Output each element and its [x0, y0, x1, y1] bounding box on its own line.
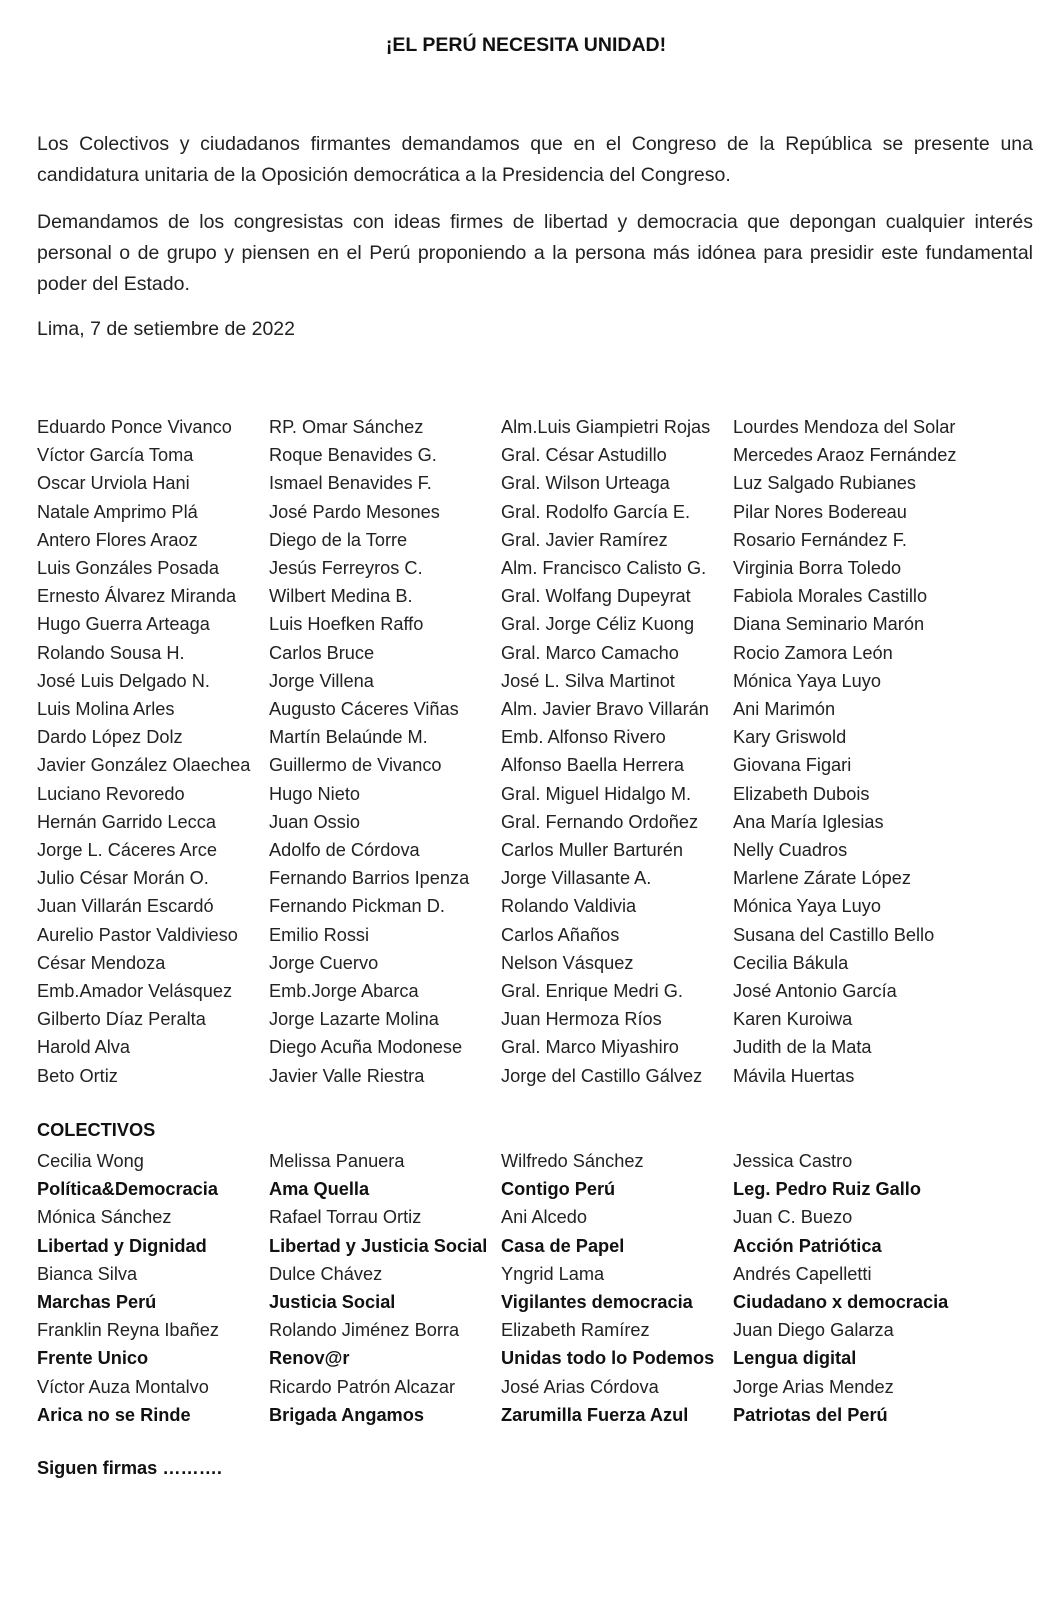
signatories-column-2	[269, 413, 509, 1090]
signatory-name: Diego Acuña Modonese	[269, 1037, 463, 1058]
signatory-name: Juan Ossio	[269, 811, 360, 832]
signatory-name: Alm. Javier Bravo Villarán	[501, 699, 709, 720]
colectivo-group-name: Renov@r	[269, 1348, 350, 1369]
signatories-column-3	[501, 413, 741, 1090]
colectivo-group-name: Libertad y Justicia Social	[269, 1235, 488, 1256]
signatory-name: Carlos Añaños	[501, 924, 620, 945]
signatory-name: Gral. Rodolfo García E.	[501, 501, 691, 522]
signatory-name: Aurelio Pastor Valdivieso	[37, 924, 238, 945]
colectivo-member-name: Víctor Auza Montalvo	[37, 1376, 209, 1397]
signatory-name: Elizabeth Dubois	[733, 783, 870, 804]
colectivo-member-name: Dulce Chávez	[269, 1263, 383, 1284]
colectivo-group-name: Unidas todo lo Podemos	[501, 1348, 715, 1369]
colectivos-column-4	[733, 1147, 973, 1429]
colectivos-column-1	[37, 1147, 277, 1429]
colectivo-group-name: Contigo Perú	[501, 1179, 616, 1200]
signatory-name: Judith de la Mata	[733, 1037, 872, 1058]
colectivo-group-name: Marchas Perú	[37, 1292, 157, 1313]
colectivo-group-name: Justicia Social	[269, 1292, 396, 1313]
signatory-name: Víctor García Toma	[37, 445, 194, 466]
signatory-name: Gral. César Astudillo	[501, 445, 667, 466]
colectivo-group-name: Arica no se Rinde	[37, 1404, 191, 1425]
signatory-name: Dardo López Dolz	[37, 727, 183, 748]
signatory-name: Harold Alva	[37, 1037, 131, 1058]
paragraph-request: Demandamos de los congresistas con ideas firmes de libertad y democracia que depongan cualquier interés personal o de grupo y piensen en el Perú proponiendo a la persona más idónea para presidir este fundamental poder del Estado.	[37, 211, 1033, 295]
signatory-name: José L. Silva Martinot	[501, 670, 675, 691]
signatory-name: Rolando Valdivia	[501, 896, 637, 917]
signatory-name: Kary Griswold	[733, 727, 847, 748]
signatory-name: Marlene Zárate López	[733, 868, 911, 889]
colectivo-group-name: Vigilantes democracia	[501, 1292, 693, 1313]
colectivo-member-name: Ricardo Patrón Alcazar	[269, 1376, 456, 1397]
colectivo-member-name: Yngrid Lama	[501, 1263, 605, 1284]
signatory-name: Martín Belaúnde M.	[269, 727, 428, 748]
colectivo-member-name: Franklin Reyna Ibañez	[37, 1320, 219, 1341]
signatory-name: Emb. Alfonso Rivero	[501, 727, 666, 748]
paragraph-demand: Los Colectivos y ciudadanos firmantes demandamos que en el Congreso de la República se presente una candidatura unitaria de la Oposición democrática a la Presidencia del Congreso.	[37, 133, 1033, 186]
signatory-name: Natale Amprimo Plá	[37, 501, 198, 522]
signatory-name: Beto Ortiz	[37, 1065, 118, 1086]
colectivo-group-name: Política&Democracia	[37, 1179, 218, 1200]
colectivo-group-name: Ama Quella	[269, 1179, 370, 1200]
signatory-name: Hugo Nieto	[269, 783, 360, 804]
signatory-name: Jesús Ferreyros C.	[269, 558, 423, 579]
signatory-name: Fernando Pickman D.	[269, 896, 445, 917]
signatory-name: Rosario Fernández F.	[733, 529, 907, 550]
signatory-name: Nelson Vásquez	[501, 952, 634, 973]
signatory-name: Juan Hermoza Ríos	[501, 1009, 662, 1030]
signatory-name: Luis Molina Arles	[37, 699, 175, 720]
signatory-name: Gral. Enrique Medri G.	[501, 981, 683, 1002]
signatory-name: Jorge Villasante A.	[501, 868, 652, 889]
signatory-name: Hugo Guerra Arteaga	[37, 614, 210, 635]
colectivo-group-name: Frente Unico	[37, 1348, 149, 1369]
colectivo-member-name: Mónica Sánchez	[37, 1207, 172, 1228]
colectivo-member-name: Melissa Panuera	[269, 1151, 405, 1171]
signatory-name: Carlos Bruce	[269, 642, 375, 663]
colectivo-group-name: Libertad y Dignidad	[37, 1235, 207, 1256]
signatory-name: José Luis Delgado N.	[37, 670, 210, 691]
colectivo-member-name: Bianca Silva	[37, 1263, 138, 1284]
signatory-name: Rolando Sousa H.	[37, 642, 185, 663]
signatory-name: Wilbert Medina B.	[269, 586, 413, 607]
footer-note: Siguen firmas ……….	[37, 1458, 222, 1478]
signatory-name: Lourdes Mendoza del Solar	[733, 417, 956, 437]
signatory-name: Javier González Olaechea	[37, 755, 251, 776]
signatory-name: Jorge del Castillo Gálvez	[501, 1065, 703, 1086]
signatory-name: Oscar Urviola Hani	[37, 473, 190, 494]
signatory-name: Juan Villarán Escardó	[37, 896, 214, 917]
signatory-name: Karen Kuroiwa	[733, 1009, 853, 1030]
signatory-name: Mónica Yaya Luyo	[733, 670, 881, 691]
signatory-name: Gral. Wolfang Dupeyrat	[501, 586, 691, 607]
colectivo-member-name: Juan C. Buezo	[733, 1207, 853, 1228]
signatory-name: Gral. Marco Camacho	[501, 642, 679, 663]
signatory-name: Fernando Barrios Ipenza	[269, 868, 470, 889]
colectivo-member-name: José Arias Córdova	[501, 1376, 659, 1397]
signatory-name: Gral. Marco Miyashiro	[501, 1037, 679, 1058]
colectivo-member-name: Wilfredo Sánchez	[501, 1151, 644, 1171]
date-line: Lima, 7 de setiembre de 2022	[37, 318, 295, 340]
signatory-name: RP. Omar Sánchez	[269, 417, 424, 437]
signatory-name: Hernán Garrido Lecca	[37, 811, 216, 832]
signatory-name: Nelly Cuadros	[733, 840, 848, 861]
signatory-name: Luis Hoefken Raffo	[269, 614, 424, 635]
signatory-name: Gral. Javier Ramírez	[501, 529, 668, 550]
signatory-name: César Mendoza	[37, 952, 166, 973]
signatory-name: Augusto Cáceres Viñas	[269, 699, 459, 720]
signatory-name: Alm. Francisco Calisto G.	[501, 558, 707, 579]
colectivo-member-name: Juan Diego Galarza	[733, 1320, 894, 1341]
signatory-name: Rocio Zamora León	[733, 642, 893, 663]
signatory-name: Emb.Amador Velásquez	[37, 981, 233, 1002]
signatory-name: Javier Valle Riestra	[269, 1065, 425, 1086]
colectivo-member-name: Elizabeth Ramírez	[501, 1320, 650, 1341]
signatory-name: Gral. Jorge Céliz Kuong	[501, 614, 695, 635]
signatory-name: Mávila Huertas	[733, 1065, 855, 1086]
colectivo-member-name: Ani Alcedo	[501, 1207, 587, 1228]
signatory-name: Diego de la Torre	[269, 529, 408, 550]
signatory-name: Gral. Wilson Urteaga	[501, 473, 670, 494]
signatory-name: Emb.Jorge Abarca	[269, 981, 419, 1002]
colectivo-group-name: Patriotas del Perú	[733, 1404, 888, 1425]
colectivo-member-name: Jessica Castro	[733, 1151, 853, 1171]
signatory-name: Gral. Fernando Ordoñez	[501, 811, 699, 832]
colectivo-group-name: Acción Patriótica	[733, 1235, 882, 1256]
colectivo-member-name: Rafael Torrau Ortiz	[269, 1207, 422, 1228]
colectivos-heading: COLECTIVOS	[37, 1120, 156, 1140]
colectivo-member-name: Rolando Jiménez Borra	[269, 1320, 460, 1341]
colectivo-group-name: Casa de Papel	[501, 1235, 625, 1256]
signatory-name: Luciano Revoredo	[37, 783, 185, 804]
signatory-name: Luz Salgado Rubianes	[733, 473, 917, 494]
signatory-name: Susana del Castillo Bello	[733, 924, 935, 945]
signatory-name: Virginia Borra Toledo	[733, 558, 902, 579]
signatory-name: Diana Seminario Marón	[733, 614, 925, 635]
signatory-name: Jorge L. Cáceres Arce	[37, 840, 217, 861]
colectivo-group-name: Lengua digital	[733, 1348, 857, 1369]
signatory-name: José Antonio García	[733, 981, 897, 1002]
signatories-column-4	[733, 413, 973, 1090]
signatory-name: Gilberto Díaz Peralta	[37, 1009, 206, 1030]
signatory-name: José Pardo Mesones	[269, 501, 440, 522]
colectivos-column-3	[501, 1147, 741, 1429]
signatory-name: Carlos Muller Barturén	[501, 840, 683, 861]
signatory-name: Alm.Luis Giampietri Rojas	[501, 417, 711, 437]
signatory-name: Eduardo Ponce Vivanco	[37, 417, 232, 437]
signatory-name: Guillermo de Vivanco	[269, 755, 442, 776]
colectivo-member-name: Jorge Arias Mendez	[733, 1376, 894, 1397]
signatory-name: Luis Gonzáles Posada	[37, 558, 219, 579]
document-title: ¡EL PERÚ NECESITA UNIDAD!	[385, 34, 667, 56]
signatory-name: Emilio Rossi	[269, 924, 370, 945]
signatory-name: Gral. Miguel Hidalgo M.	[501, 783, 692, 804]
signatory-name: Jorge Cuervo	[269, 952, 379, 973]
signatory-name: Cecilia Bákula	[733, 952, 849, 973]
colectivo-group-name: Leg. Pedro Ruiz Gallo	[733, 1179, 921, 1200]
colectivo-group-name: Brigada Angamos	[269, 1404, 424, 1425]
signatories-column-1	[37, 413, 277, 1090]
signatory-name: Ani Marimón	[733, 699, 836, 720]
signatory-name: Alfonso Baella Herrera	[501, 755, 684, 776]
signatory-name: Adolfo de Córdova	[269, 840, 420, 861]
colectivos-column-2	[269, 1147, 509, 1429]
signatory-name: Ernesto Álvarez Miranda	[37, 586, 237, 607]
colectivo-member-name: Andrés Capelletti	[733, 1263, 872, 1284]
colectivo-group-name: Ciudadano x democracia	[733, 1292, 949, 1313]
signatory-name: Pilar Nores Bodereau	[733, 501, 907, 522]
signatory-name: Roque Benavides G.	[269, 445, 437, 466]
colectivo-group-name: Zarumilla Fuerza Azul	[501, 1404, 689, 1425]
signatory-name: Jorge Lazarte Molina	[269, 1009, 439, 1030]
signatory-name: Ismael Benavides F.	[269, 473, 432, 494]
signatory-name: Fabiola Morales Castillo	[733, 586, 928, 607]
signatory-name: Jorge Villena	[269, 670, 374, 691]
signatory-name: Mónica Yaya Luyo	[733, 896, 881, 917]
signatory-name: Antero Flores Araoz	[37, 529, 198, 550]
signatory-name: Ana María Iglesias	[733, 811, 884, 832]
signatory-name: Giovana Figari	[733, 755, 852, 776]
signatory-name: Julio César Morán O.	[37, 868, 209, 889]
colectivo-member-name: Cecilia Wong	[37, 1151, 144, 1171]
signatory-name: Mercedes Araoz Fernández	[733, 445, 957, 466]
